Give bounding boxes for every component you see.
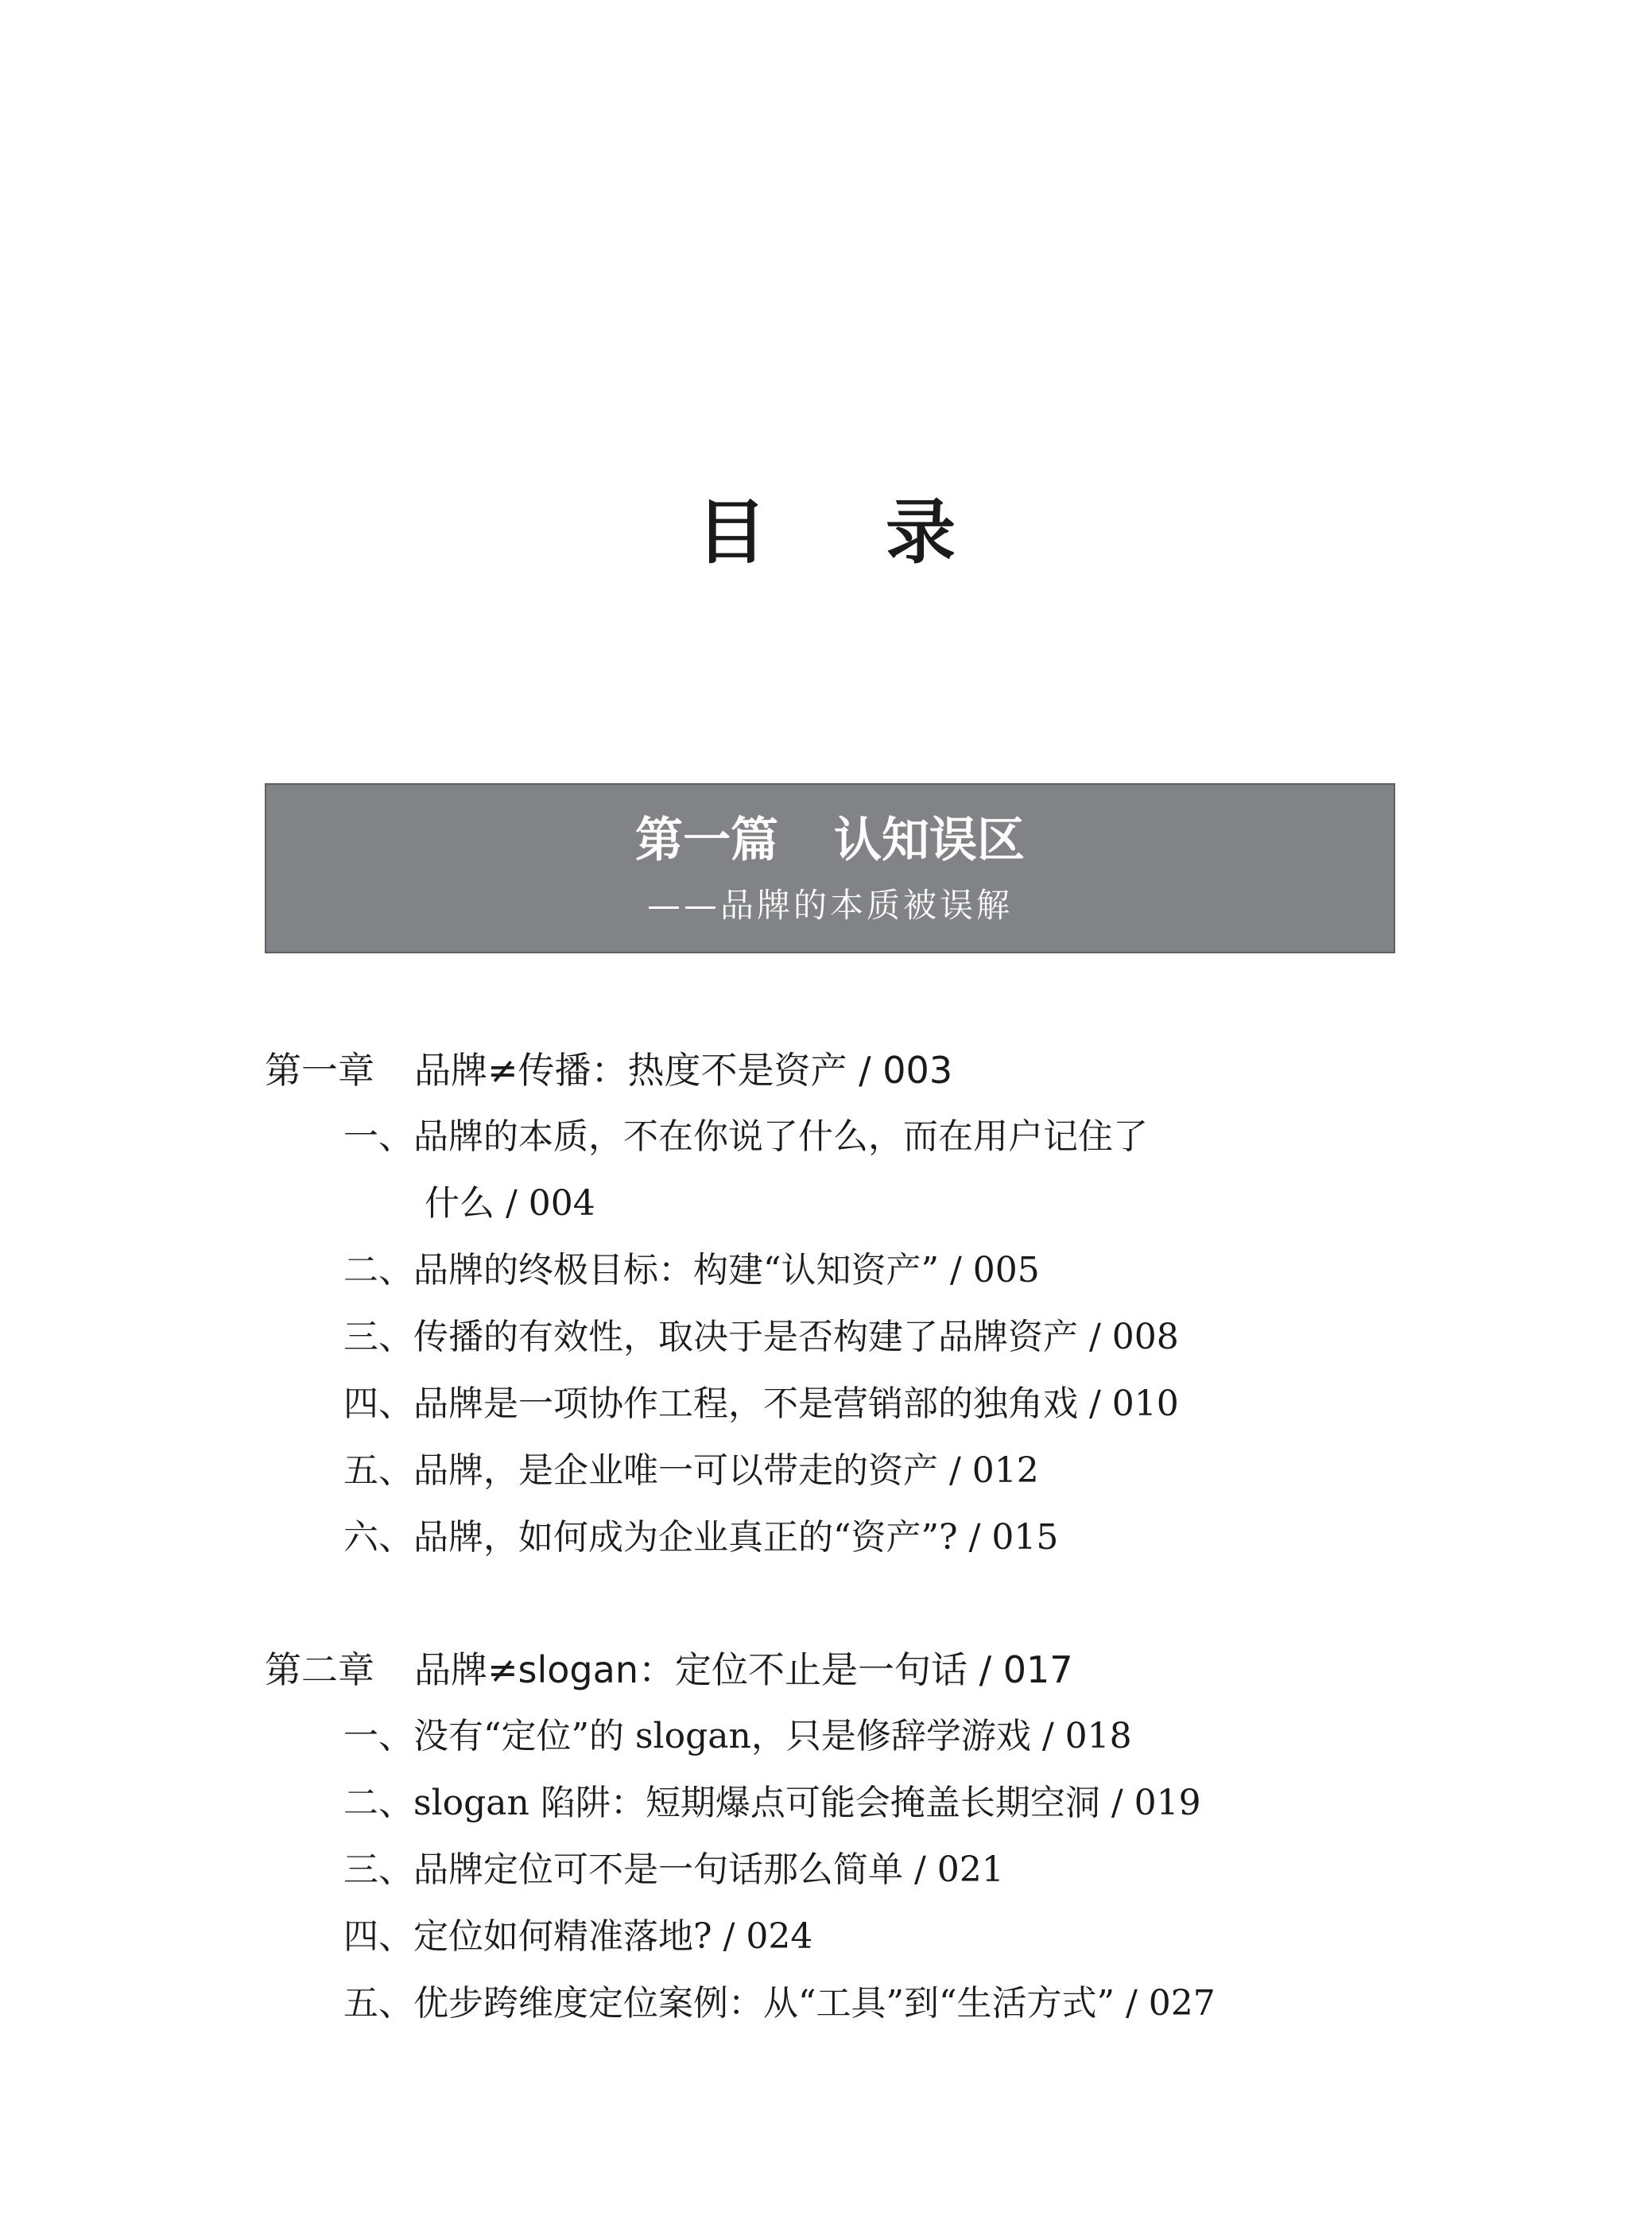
part-name: 认知误区 [834, 813, 1025, 868]
toc-entry[interactable]: 一、品牌的本质，不在你说了什么，而在用户记住了 [343, 1116, 1148, 1157]
toc-entry[interactable]: 三、传播的有效性，取决于是否构建了品牌资产 / 008 [343, 1317, 1179, 1357]
title-char-1: 目 [696, 491, 766, 573]
toc-entry[interactable]: 四、定位如何精准落地? / 024 [343, 1916, 813, 1957]
part-subtitle: ——品牌的本质被误解 [646, 886, 1013, 925]
chapter-2-title: 品牌≠slogan：定位不止是一句话 / 017 [414, 1648, 1073, 1691]
toc-entry[interactable]: 四、品牌是一项协作工程，不是营销部的独角戏 / 010 [343, 1384, 1179, 1424]
title-char-2: 录 [886, 491, 956, 573]
part-title [266, 809, 1394, 872]
part-number: 第一篇 [635, 813, 778, 868]
chapter-2-label: 第二章 [265, 1648, 374, 1691]
toc-entry[interactable]: 五、品牌，是企业唯一可以带走的资产 / 012 [343, 1450, 1039, 1491]
chapter-1-label: 第一章 [265, 1049, 374, 1092]
chapter-1-title: 品牌≠传播：热度不是资产 / 003 [414, 1049, 953, 1092]
toc-entry[interactable]: 三、品牌定位可不是一句话那么简单 / 021 [343, 1849, 1004, 1890]
toc-entry[interactable]: 六、品牌，如何成为企业真正的“资产”? / 015 [343, 1517, 1059, 1558]
toc-entry[interactable]: 二、slogan 陷阱：短期爆点可能会掩盖长期空洞 / 019 [343, 1783, 1201, 1823]
part-banner [265, 783, 1395, 953]
toc-entry-continued[interactable]: 什么 / 004 [425, 1183, 595, 1224]
toc-entry[interactable]: 五、优步跨维度定位案例：从“工具”到“生活方式” / 027 [343, 1983, 1216, 2024]
chapter-1-heading[interactable] [265, 1042, 952, 1098]
toc-entry[interactable]: 二、品牌的终极目标：构建“认知资产” / 005 [343, 1250, 1040, 1290]
chapter-2-heading[interactable] [265, 1642, 1073, 1698]
toc-page-title [0, 485, 1652, 580]
toc-entry[interactable]: 一、没有“定位”的 slogan，只是修辞学游戏 / 018 [343, 1716, 1132, 1756]
